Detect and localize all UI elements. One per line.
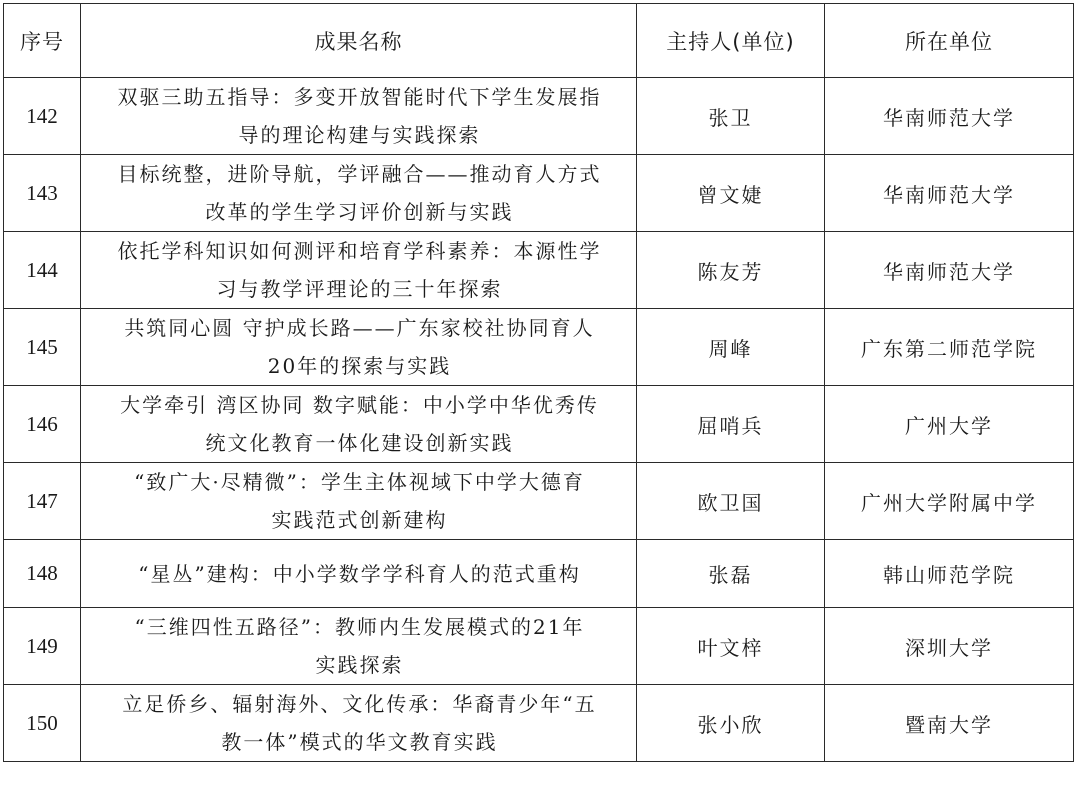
results-table [3, 3, 1074, 762]
title-line: 依托学科知识如何测评和培育学科素养：本源性学 [117, 239, 602, 263]
row-host: 曾文婕 [637, 155, 825, 232]
row-host: 张小欣 [637, 685, 825, 762]
row-number: 149 [4, 608, 81, 685]
row-unit: 华南师范大学 [825, 78, 1074, 155]
row-host: 屈哨兵 [637, 386, 825, 463]
title-line: 实践范式创新建构 [271, 508, 448, 532]
title-line: 立足侨乡、辐射海外、文化传承：华裔青少年“五 [122, 692, 597, 716]
row-host: 叶文梓 [637, 608, 825, 685]
table-row [4, 540, 1074, 608]
row-number: 145 [4, 309, 81, 386]
row-host: 陈友芳 [637, 232, 825, 309]
row-unit: 暨南大学 [825, 685, 1074, 762]
header-row [4, 4, 1074, 78]
title-line: “星丛”建构：中小学数学学科育人的范式重构 [138, 561, 581, 586]
title-line: “致广大·尽精微”：学生主体视域下中学大德育 [134, 470, 585, 494]
table-header [4, 4, 1074, 78]
row-title [81, 540, 637, 608]
row-unit: 韩山师范学院 [825, 540, 1074, 608]
title-line: 习与教学评理论的三十年探索 [216, 277, 503, 301]
title-line: 教一体”模式的华文教育实践 [221, 730, 498, 754]
title-line: 共筑同心圆 守护成长路——广东家校社协同育人 [124, 316, 595, 340]
title-line: 大学牵引 湾区协同 数字赋能：中小学中华优秀传 [120, 393, 599, 417]
title-line: “三维四性五路径”：教师内生发展模式的21年 [134, 615, 585, 639]
row-title [81, 78, 637, 155]
row-unit: 深圳大学 [825, 608, 1074, 685]
row-title [81, 685, 637, 762]
header-title: 成果名称 [81, 4, 637, 78]
title-line: 改革的学生学习评价创新与实践 [205, 200, 514, 224]
row-title [81, 463, 637, 540]
row-unit: 广州大学 [825, 386, 1074, 463]
row-host: 欧卫国 [637, 463, 825, 540]
row-host: 张磊 [637, 540, 825, 608]
table-row [4, 309, 1074, 386]
row-unit: 广东第二师范学院 [825, 309, 1074, 386]
title-line: 20年的探索与实践 [267, 354, 452, 378]
row-title [81, 608, 637, 685]
row-host: 张卫 [637, 78, 825, 155]
header-host: 主持人(单位) [637, 4, 825, 78]
row-number: 147 [4, 463, 81, 540]
table-row [4, 463, 1074, 540]
table-body [4, 78, 1074, 762]
table-row [4, 78, 1074, 155]
row-number: 143 [4, 155, 81, 232]
header-unit: 所在单位 [825, 4, 1074, 78]
row-number: 150 [4, 685, 81, 762]
row-number: 144 [4, 232, 81, 309]
header-no: 序号 [4, 4, 81, 78]
row-unit: 华南师范大学 [825, 232, 1074, 309]
table-row [4, 386, 1074, 463]
row-title [81, 386, 637, 463]
row-number: 142 [4, 78, 81, 155]
table-row [4, 232, 1074, 309]
table-row [4, 155, 1074, 232]
row-title [81, 155, 637, 232]
row-number: 148 [4, 540, 81, 608]
results-table-container [3, 3, 1073, 762]
title-line: 统文化教育一体化建设创新实践 [205, 431, 514, 455]
title-line: 双驱三助五指导：多变开放智能时代下学生发展指 [117, 85, 602, 109]
row-host: 周峰 [637, 309, 825, 386]
row-unit: 广州大学附属中学 [825, 463, 1074, 540]
title-line: 导的理论构建与实践探索 [238, 123, 481, 147]
title-line: 实践探索 [315, 653, 404, 677]
table-row [4, 608, 1074, 685]
row-title [81, 309, 637, 386]
row-unit: 华南师范大学 [825, 155, 1074, 232]
table-row [4, 685, 1074, 762]
row-title [81, 232, 637, 309]
row-number: 146 [4, 386, 81, 463]
title-line: 目标统整，进阶导航，学评融合——推动育人方式 [117, 162, 602, 186]
